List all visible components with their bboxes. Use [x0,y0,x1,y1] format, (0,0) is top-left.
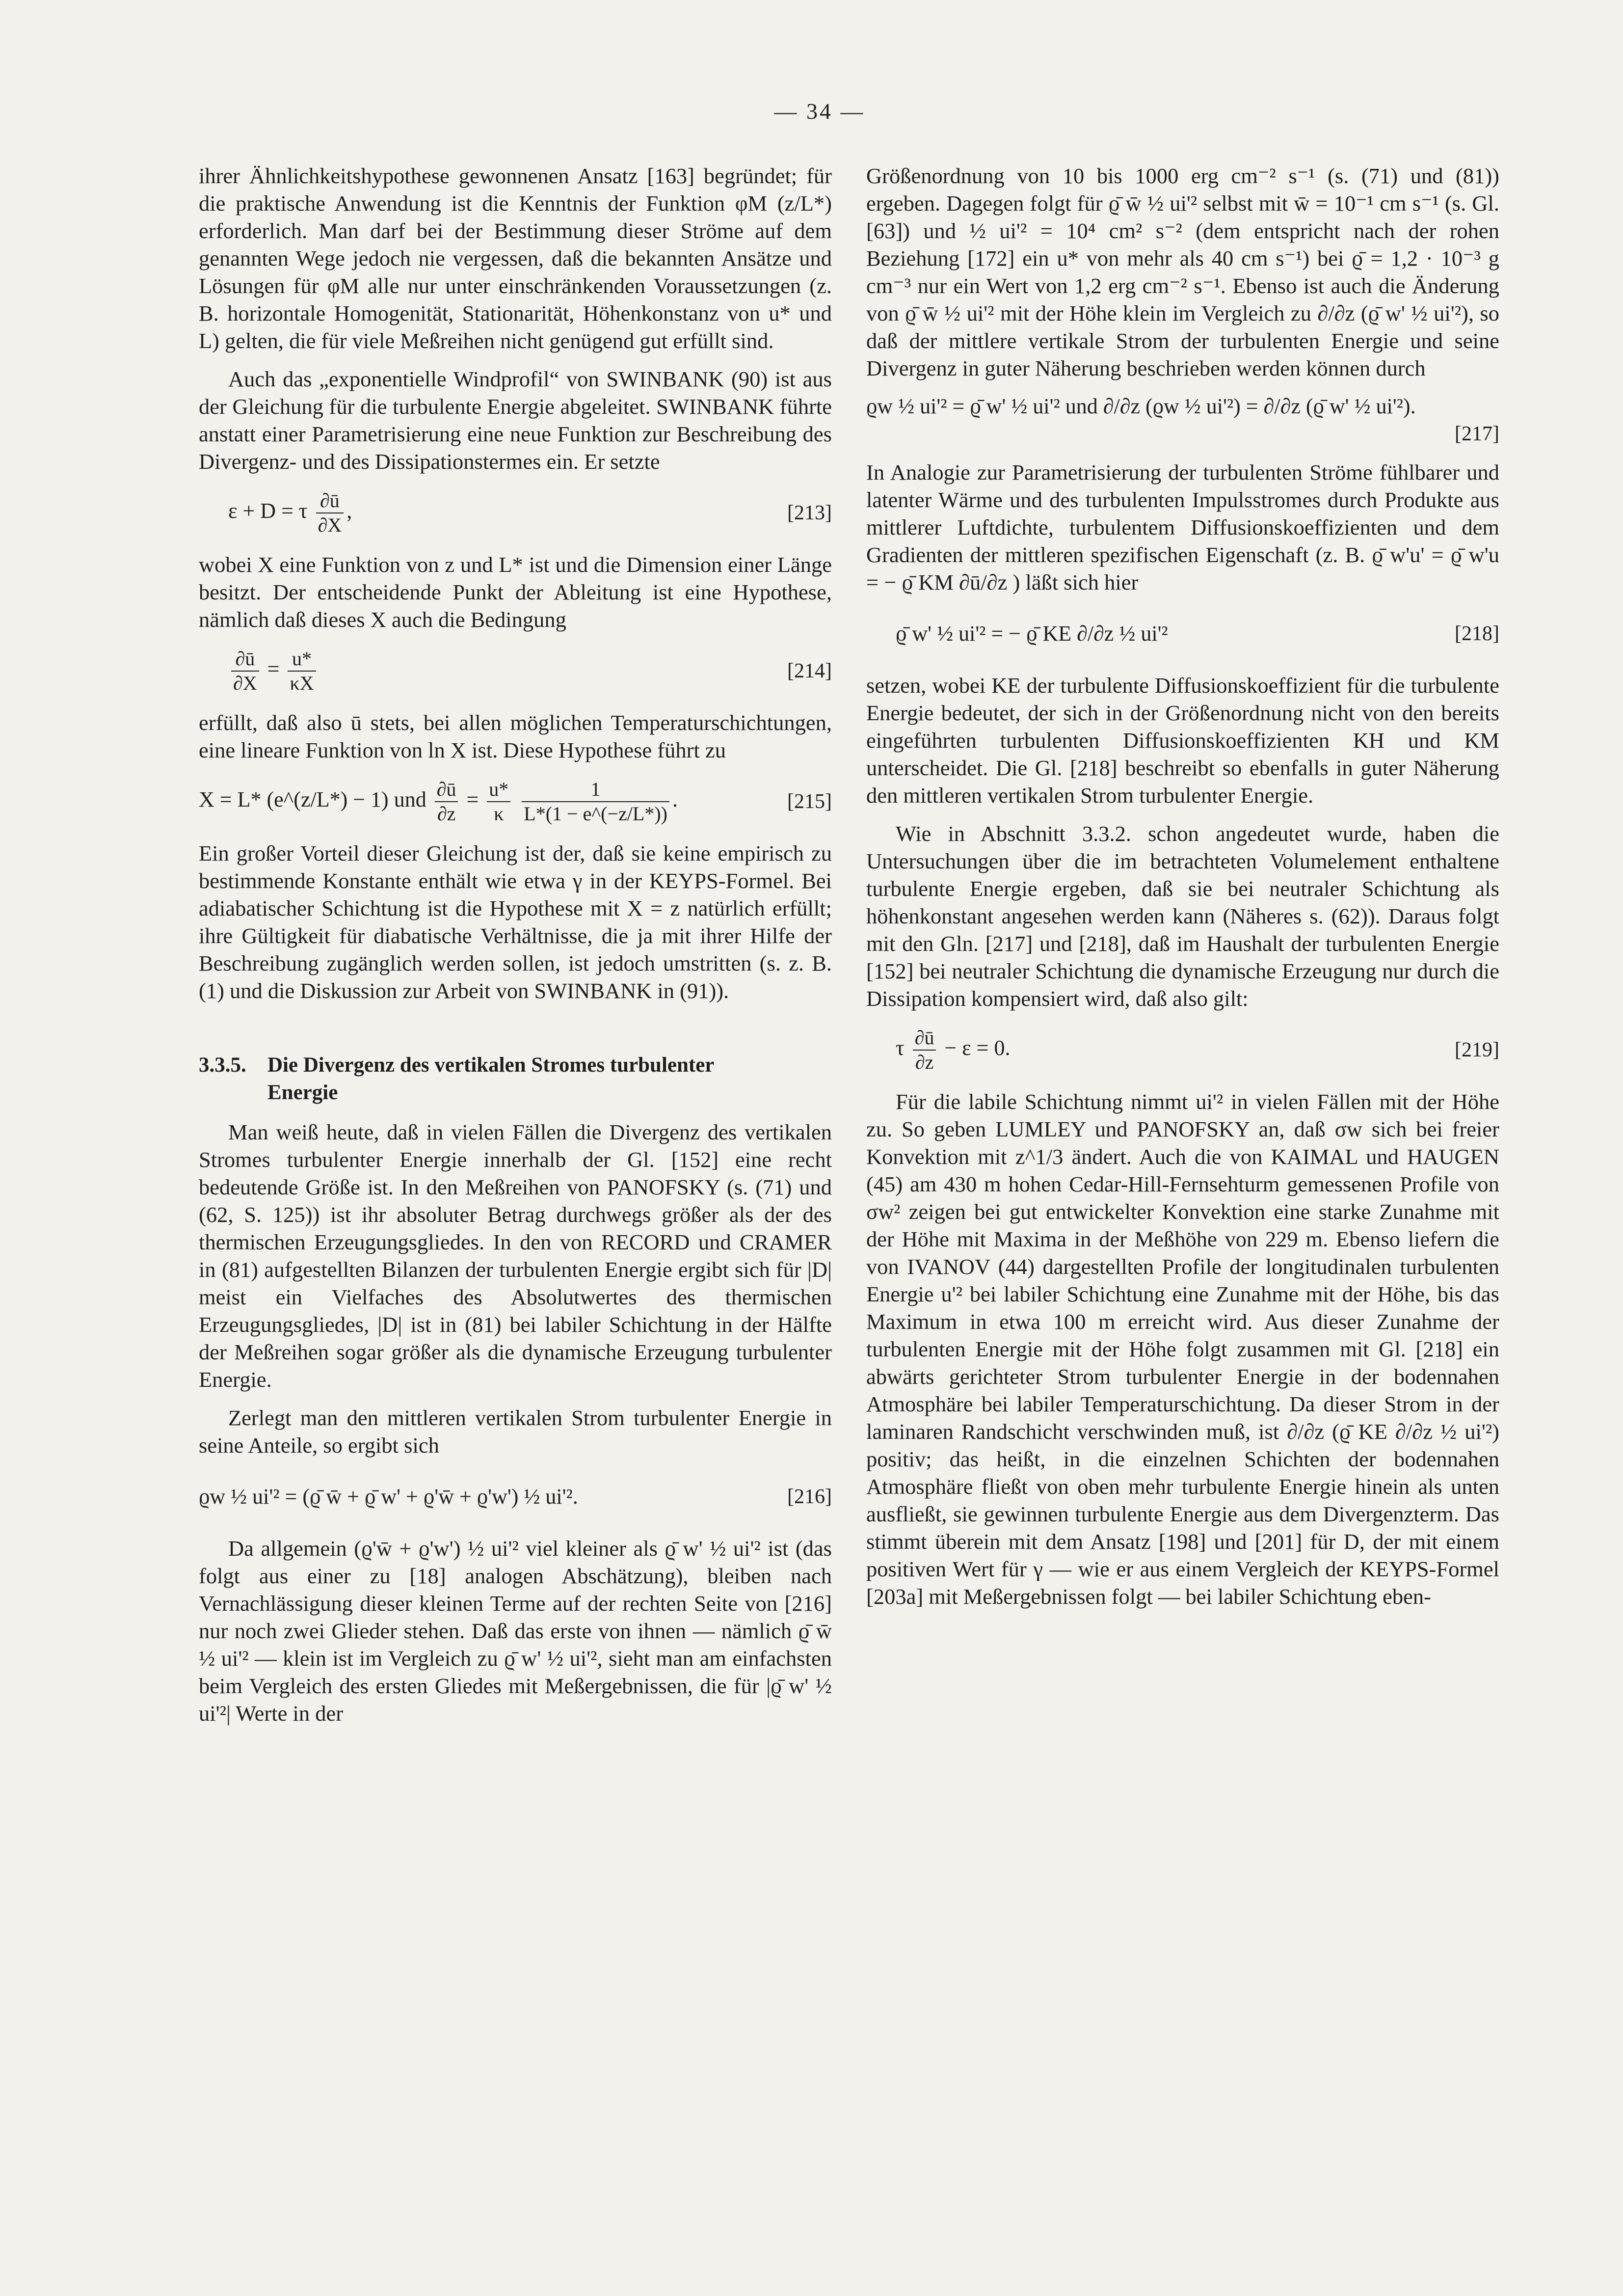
equation-214 [199,644,832,698]
fraction [522,778,669,826]
fraction-denominator: ∂X [318,514,342,536]
page-number: — 34 — [774,99,865,124]
equation-text: , [346,499,352,523]
equation-text: ε + D = τ [228,499,308,523]
paragraph: Zerlegt man den mittleren vertikalen Strom turbulenter Energie in seine Anteile, so ergibt sich [199,1405,832,1458]
fraction [435,778,458,826]
equation-217 [866,393,1499,448]
paragraph: In Analogie zur Parametrisierung der turbulenten Ströme fühlbarer und latenter Wärme und des turbulenten Impulsstromes durch Produkte aus mittlerer Luftdichte, turbulentem Diffusionskoeffizienten und dem Gradienten der mittleren spezifischen Eigenschaft (z. B. ϱ̄ w'u' = ϱ̄ w'u = − ϱ̄ KM ∂ū/∂z ) läßt sich hier [866,460,1499,594]
left-column [199,162,832,1738]
equation-expression [199,647,319,695]
equation-text: = [466,787,479,812]
equation-number: [217] [1455,423,1499,445]
equation-expression: ϱw ½ ui'² = ϱ̄ w' ½ ui'² und ∂/∂z (ϱw ½ ui'²) = ∂/∂z (ϱ̄ w' ½ ui'²). [866,394,1416,418]
equation-number: [219] [1455,1039,1499,1061]
paragraph: wobei X eine Funktion von z und L* ist und die Dimension einer Länge besitzt. Der entscheidende Punkt der Ableitung ist eine Hypothese, nämlich daß dieses X auch die Bedingung [199,552,832,632]
section-heading [199,1052,832,1107]
equation-text: τ [896,1036,905,1060]
fraction [913,1026,936,1074]
equation-expression [199,489,352,537]
equation-expression: ϱw ½ ui'² = (ϱ̄ w̄ + ϱ̄ w' + ϱ'w̄ + ϱ'w') ½ ui'². [199,1485,578,1509]
fraction [487,778,510,826]
equation-expression [866,1026,1011,1074]
equation-text: = [267,657,280,681]
fraction-denominator: ∂z [437,803,456,825]
section-title-line-2: Energie [267,1081,338,1104]
paragraph: Wie in Abschnitt 3.3.2. schon angedeutet wurde, haben die Untersuchungen über die im betrachteten Volumelement enthaltene turbulente Energie ergeben, daß sie bei neutraler Schichtung als höhenkonstant angesehen werden kann (Näheres s. (62)). Daraus folgt mit den Gln. [217] und [218], daß im Haushalt der turbulenten Energie [152] bei neutraler Schichtung die dynamische Erzeugung nur durch die Dissipation kompensiert wird, daß also gilt: [866,821,1499,1011]
fraction-numerator: ∂ū [913,1026,936,1051]
fraction-numerator: u* [487,778,510,802]
equation-213 [199,486,832,540]
equation-215 [199,775,832,829]
fraction-numerator: u* [288,647,316,672]
equation-number: [218] [1455,622,1499,645]
equation-number: [214] [787,660,832,682]
fraction-denominator: L*(1 − e^(−z/L*)) [524,803,667,825]
equation-expression [199,778,678,826]
paragraph: Größenordnung von 10 bis 1000 erg cm⁻² s⁻¹ (s. (71) und (81)) ergeben. Dagegen folgt für ϱ̄ w̄ ½ ui'² selbst mit w̄ = 10⁻¹ cm s⁻¹ (s. Gl. [63]) und ½ ui'² = 10⁴ cm² s⁻² (dem entspricht nach der rohen Beziehung [172] ein u* von mehr als 40 cm s⁻¹) bei ϱ̄ = 1,2 · 10⁻³ g cm⁻³ nur ein Wert von 1,2 erg cm⁻² s⁻¹. Ebenso ist auch die Änderung von ϱ̄ w̄ ½ ui'² mit der Höhe klein im Vergleich zu ∂/∂z (ϱ̄ w' ½ ui'²), so daß der mittlere vertikale Strom der turbulenten Energie und seine Divergenz in guter Näherung beschrieben werden können durch [866,163,1499,380]
equation-218 [866,607,1499,661]
right-column [866,162,1499,1621]
equation-text: − ε = 0. [944,1036,1011,1060]
equation-expression: ϱ̄ w' ½ ui'² = − ϱ̄ KE ∂/∂z ½ ui'² [896,621,1168,646]
fraction-numerator: ∂ū [435,778,458,802]
fraction [316,489,344,537]
section-title-line-1: Die Divergenz des vertikalen Stromes turbulenter [267,1053,715,1077]
equation-text: X = L* (e^(z/L*) − 1) und [199,787,426,812]
paragraph: setzen, wobei KE der turbulente Diffusionskoeffizient für die turbulente Energie bedeutet, der sich in der Größenordnung nicht von den bereits eingeführten turbulenten Diffusionskoeffizienten KH und KM unterscheidet. Die Gl. [218] beschreibt so ebenfalls in guter Näherung den mittleren vertikalen Strom turbulenter Energie. [866,673,1499,808]
fraction [231,647,259,695]
fraction-numerator: ∂ū [316,489,344,513]
fraction-numerator: ∂ū [231,647,259,672]
paragraph: Man weiß heute, daß in vielen Fällen die Divergenz des vertikalen Stromes turbulenter Energie innerhalb der Gl. [152] eine recht bedeutende Größe ist. In den Meßreihen von PANOFSKY (s. (71) und (62, S. 125)) ist ihr absoluter Betrag durchwegs größer als der des thermischen Erzeugungsgliedes. In den von RECORD und CRAMER in (81) aufgestellten Bilanzen der turbulenten Energie ergibt sich für |D| meist ein Vielfaches des Absolutwertes des thermischen Erzeugungsgliedes, |D| ist in (81) bei labiler Schichtung in der Hälfte der Meßreihen sogar größer als die dynamische Erzeugung turbulenter Energie. [199,1120,832,1392]
equation-number: [215] [787,790,832,813]
paragraph: Auch das „exponentielle Windprofil“ von SWINBANK (90) ist aus der Gleichung für die turbulente Energie abgeleitet. SWINBANK führte anstatt einer Parametrisierung eine neue Funktion zur Beschreibung des Divergenz- und des Dissipationstermes ein. Er setzte [199,367,832,474]
section-number: 3.3.5. [199,1053,246,1077]
fraction-numerator: 1 [522,778,669,802]
paragraph: erfüllt, daß also ū stets, bei allen möglichen Temperaturschichtungen, eine lineare Funktion von ln X ist. Diese Hypothese führt zu [199,710,832,762]
equation-219 [866,1023,1499,1077]
fraction-denominator: κ [494,803,504,825]
paragraph: Da allgemein (ϱ'w̄ + ϱ'w') ½ ui'² viel kleiner als ϱ̄ w' ½ ui'² ist (das folgt aus einer zu [18] analogen Abschätzung), bleiben nach Vernachlässigung dieser kleinen Terme auf der rechten Seite von [216] nur noch zwei Glieder stehen. Daß das erste von ihnen — nämlich ϱ̄ w̄ ½ ui'² — klein ist im Vergleich zu ϱ̄ w' ½ ui'², sieht man am einfachsten beim Vergleich des ersten Gliedes mit Meßergebnissen, die für |ϱ̄ w' ½ ui'²| Werte in der [199,1536,832,1726]
fraction-denominator: ∂z [915,1051,934,1073]
fraction-denominator: κX [290,672,314,694]
equation-number: [216] [787,1486,832,1508]
paragraph: Ein großer Vorteil dieser Gleichung ist der, daß sie keine empirisch zu bestimmende Konstante enthält wie etwa γ in der KEYPS-Formel. Bei adiabatischer Schichtung ist die Hypothese mit X = z natürlich erfüllt; ihre Gültigkeit für diabatische Verhältnisse, die ja mit ihrer Hilfe der Beschreibung zugänglich werden sollen, ist jedoch umstritten (s. z. B. (1) und die Diskussion zur Arbeit von SWINBANK in (91)). [199,841,832,1003]
equation-216 [199,1470,832,1524]
paragraph: ihrer Ähnlichkeitshypothese gewonnenen Ansatz [163] begründet; für die praktische Anwendung ist die Kenntnis der Funktion φM (z/L*) erforderlich. Man darf bei der Bestimmung dieser Ströme auf dem genannten Wege jedoch nie vergessen, daß die bekannten Ansätze und Lösungen für φM alle nur unter einschränkenden Voraussetzungen (z. B. horizontale Homogenität, Stationarität, Höhenkonstanz von u* und L) gelten, die für viele Meßreihen nicht genügend gut erfüllt sind. [199,163,832,353]
fraction-denominator: ∂X [233,672,257,694]
equation-text: . [672,787,678,812]
paragraph: Für die labile Schichtung nimmt ui'² in vielen Fällen mit der Höhe zu. So geben LUMLEY und PANOFSKY an, daß σw sich bei freier Konvektion mit z^1/3 ändert. Auch die von KAIMAL und HAUGEN (45) am 430 m hohen Cedar-Hill-Fernsehturm gemessenen Profile von σw² zeigen bei gut entwickelter Konvektion eine starke Zunahme mit der Höhe mit Maxima in der Meßhöhe von 229 m. Ebenso liefern die von IVANOV (44) dargestellten Profile der longitudinalen turbulenten Energie u'² bei labiler Schichtung eine Zunahme mit der Höhe, bis das Maximum in etwa 100 m erreicht wird. Aus dieser Zunahme der turbulenten Energie mit der Höhe folgt zusammen mit Gl. [218] ein abwärts gerichteter Strom turbulenter Energie in der bodennahen Atmosphäre bei labiler Temperaturschichtung. Da dieser Strom in der laminaren Randschicht verschwinden muß, ist ∂/∂z (ϱ̄ KE ∂/∂z ½ ui'²) positiv; das heißt, in die einzelnen Schichten der bodennahen Atmosphäre fließt von oben mehr turbulente Energie hinein als unten ausfließt, sie gewinnen turbulente Energie aus dem Divergenzterm. Das stimmt überein mit dem Ansatz [198] und [201] für D, der mit einem positiven Wert für γ — wie er aus einem Vergleich der KEYPS-Formel [203a] mit Meßergebnissen folgt — bei labiler Schichtung eben- [866,1089,1499,1609]
equation-number: [213] [787,502,832,524]
fraction [288,647,316,695]
